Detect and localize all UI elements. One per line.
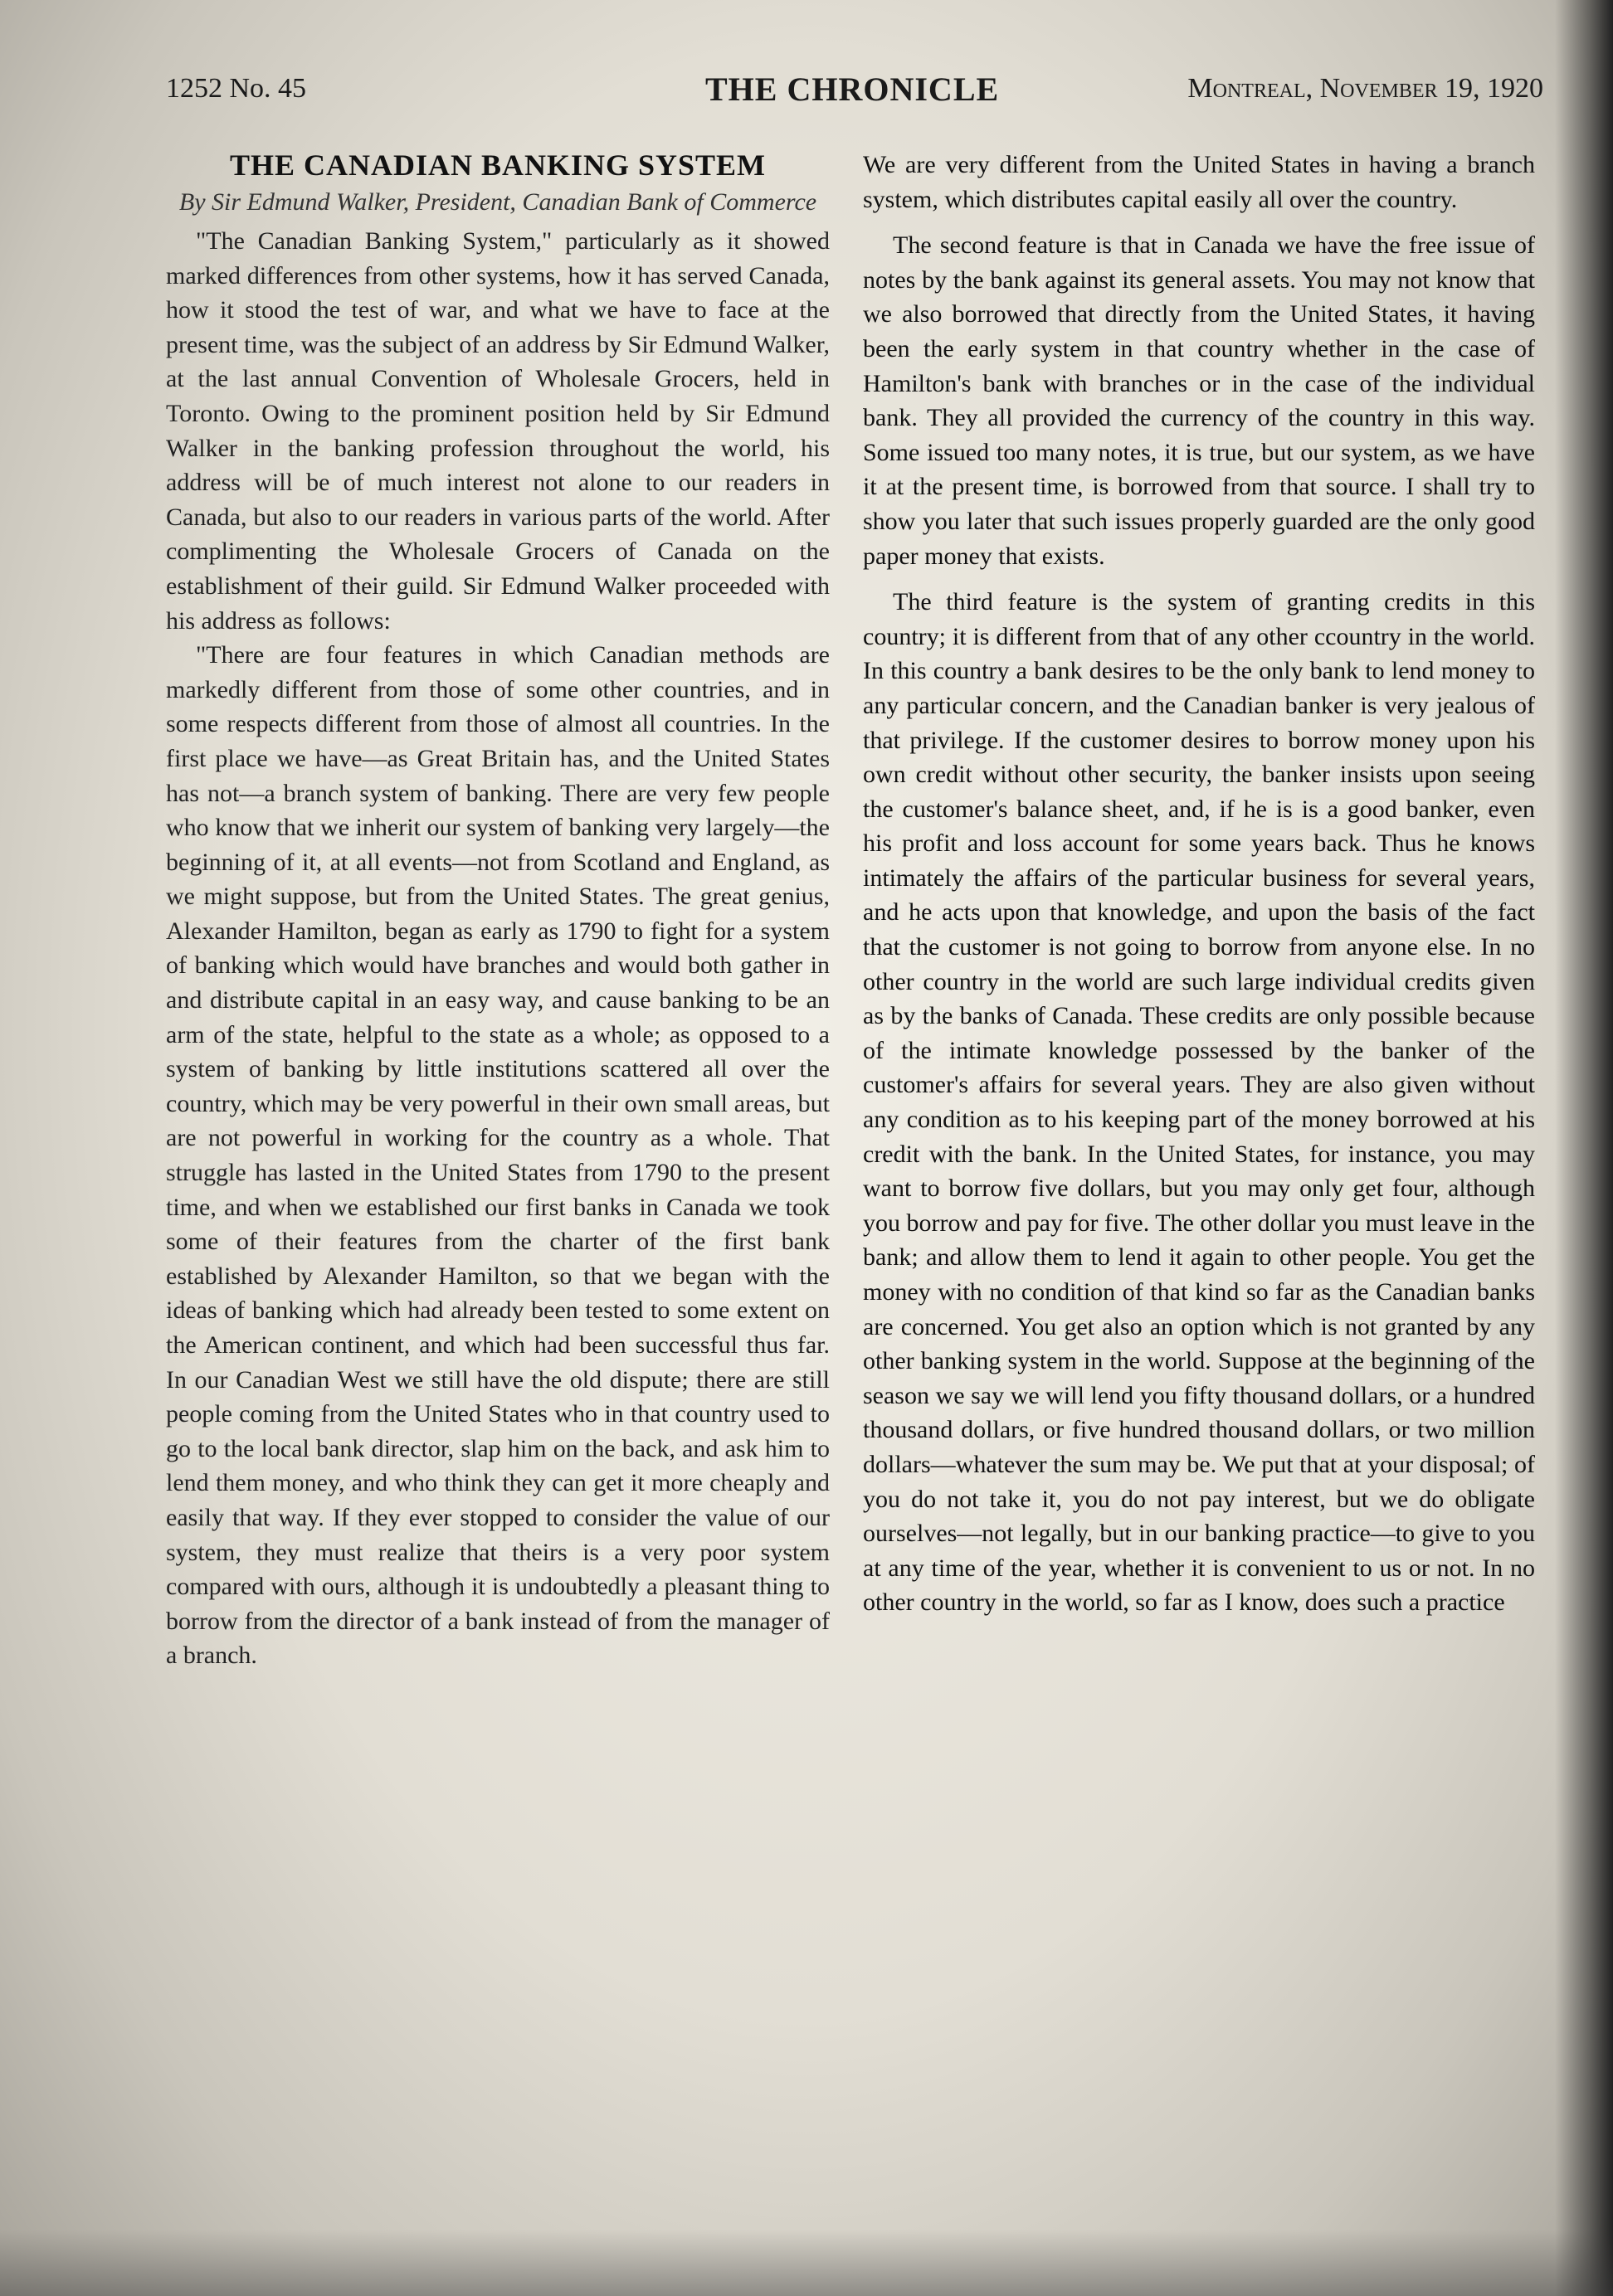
paragraph: "There are four features in which Canadian methods are markedly different from those of some other countries, and in some respects different from those of almost all countries. In the first place we have—as Great Britain has, and the United States has not—a branch system of banking. There are very few people who know that we inherit our system of banking very largely—the beginning of it, at all events—not from Scotland and England, as we might suppose, but from the United States. The great genius, Alexander Hamilton, began as early as 1790 to fight for a system of banking which would have branches and would both gather in and distribute capital in an easy way, and cause banking to be an arm of the state, helpful to the state as a whole; as opposed to a system of banking by little institutions scattered all over the country, which may be very powerful in their own small areas, but are not powerful in working for the country as a whole. That struggle has lasted in the United States from 1790 to the present time, and when we established our first banks in Canada we took some of their features from the charter of the first bank established by Alexander Hamilton, so that we began with the ideas of banking which had already been tested to some extent on the American continent, and which had been successful thus far. In our Canadian West we still have the old dispute; there are still people coming from the United States who in that country used to go to the local bank director, slap him on the back, and ask him to lend them money, and who think they can get it more cheaply and easily that way. If they ever stopped to consider the value of our system, they must realize that theirs is a very poor system compared with ours, although it is undoubtedly a pleasant thing to borrow from the director of a bank instead of from the manager of a branch. [166, 641, 830, 1670]
dateline: Montreal, November 19, 1920 [1187, 73, 1543, 104]
paragraph: "The Canadian Banking System," particularly as it showed marked differences from other systems, how it has served Canada, how it stood the test of war, and what we have to face at the present time, was the subject of an address by Sir Edmund Walker, at the last annual Convention of Wholesale Grocers, held in Toronto. Owing to the prominent position held by Sir Edmund Walker in the banking profession throughout the world, his address will be of much interest not alone to our readers in Canada, but also to our readers in various parts of the world. After complimenting the Wholesale Grocers of Canada on the establishment of their guild. Sir Edmund Walker proceeded with his address as follows: [166, 227, 830, 635]
publication-title: THE CHRONICLE [705, 71, 1000, 108]
page-header [166, 73, 1543, 123]
column-left [166, 148, 830, 1673]
article-byline: By Sir Edmund Walker, President, Canadian Bank of Commerce [178, 188, 817, 216]
paragraph: The second feature is that in Canada we have the free issue of notes by the bank against its general assets. You may not know that we also borrowed that directly from the United States, it having been the early system in that country whether in the case of Hamilton's bank with branches or in the case of the individual bank. They all provided the currency of the country in this way. Some issued too many notes, it is true, but our system, as we have it at the present time, is borrowed from that source. I shall try to show you later that such issues properly guarded are the only good paper money that exists. [863, 231, 1535, 570]
page-number-issue: 1252 No. 45 [166, 73, 307, 104]
scan-bottom-shadow [0, 2230, 1613, 2296]
paragraph: The third feature is the system of granting credits in this country; it is different from that of any other ccountry in the world. In this country a bank desires to be the only bank to lend money to any particular concern, and the Canadian banker is very jealous of that privilege. If the customer desires to borrow money upon his own credit without other security, the banker insists upon seeing the customer's balance sheet, and, if he is is a good banker, even his profit and loss account for some years back. Thus he knows intimately the affairs of the particular business for several years, and he acts upon that knowledge, and upon the basis of the fact that the customer is not going to borrow from anyone else. In no other country in the world are such large individual credits given as by the banks of Canada. These credits are only possible because of the intimate knowledge possessed by the banker of the customer's affairs for several years. They are also given without any condition as to his keeping part of the money borrowed at his credit with the bank. In the United States, for instance, you may want to borrow five dollars, but you may only get four, although you borrow and pay for five. The other dollar you must leave in the bank; and allow them to lend it again to other people. You get the money with no condition of that kind so far as the Canadian banks are concerned. You get also an option which is not granted by any other banking system in the world. Suppose at the beginning of the season we say we will lend you fifty thousand dollars, or a hundred thousand dollars, or five hundred thousand dollars, or two million dollars—whatever the sum may be. We put that at your disposal; of you do not take it, you do not pay interest, but we do obligate ourselves—not legally, but in our banking practice—to give to you at any time of the year, whether it is convenient to us or not. In no other country in the world, so far as I know, does such a practice [863, 588, 1535, 1617]
paragraph: We are very different from the United States in having a branch system, which distributes capital easily all over the country. [863, 151, 1535, 213]
column-right [863, 148, 1535, 1620]
article-title: THE CANADIAN BANKING SYSTEM [229, 148, 767, 182]
scan-edge-shadow [1555, 0, 1613, 2296]
